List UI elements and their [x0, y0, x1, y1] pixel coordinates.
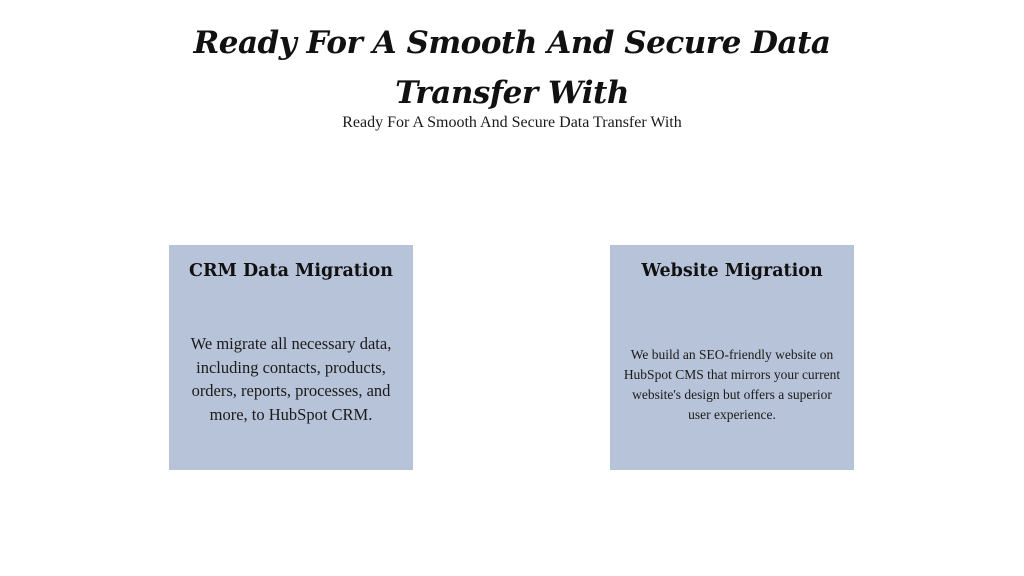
service-card-website-migration	[610, 245, 854, 470]
page-subtitle: Ready For A Smooth And Secure Data Transfer With	[342, 114, 682, 131]
card-title: Website Migration	[641, 261, 823, 281]
service-card-crm-migration	[169, 245, 413, 470]
card-description: We build an SEO-friendly website on HubSpot CMS that mirrors your current website's design but offers a superior user experience.	[623, 347, 841, 422]
page-title: Ready For A Smooth And Secure Data Transfer With	[193, 25, 831, 111]
card-title: CRM Data Migration	[189, 261, 393, 281]
card-description: We migrate all necessary data, including contacts, products, orders, reports, processes, and more, to HubSpot CRM.	[190, 334, 392, 424]
